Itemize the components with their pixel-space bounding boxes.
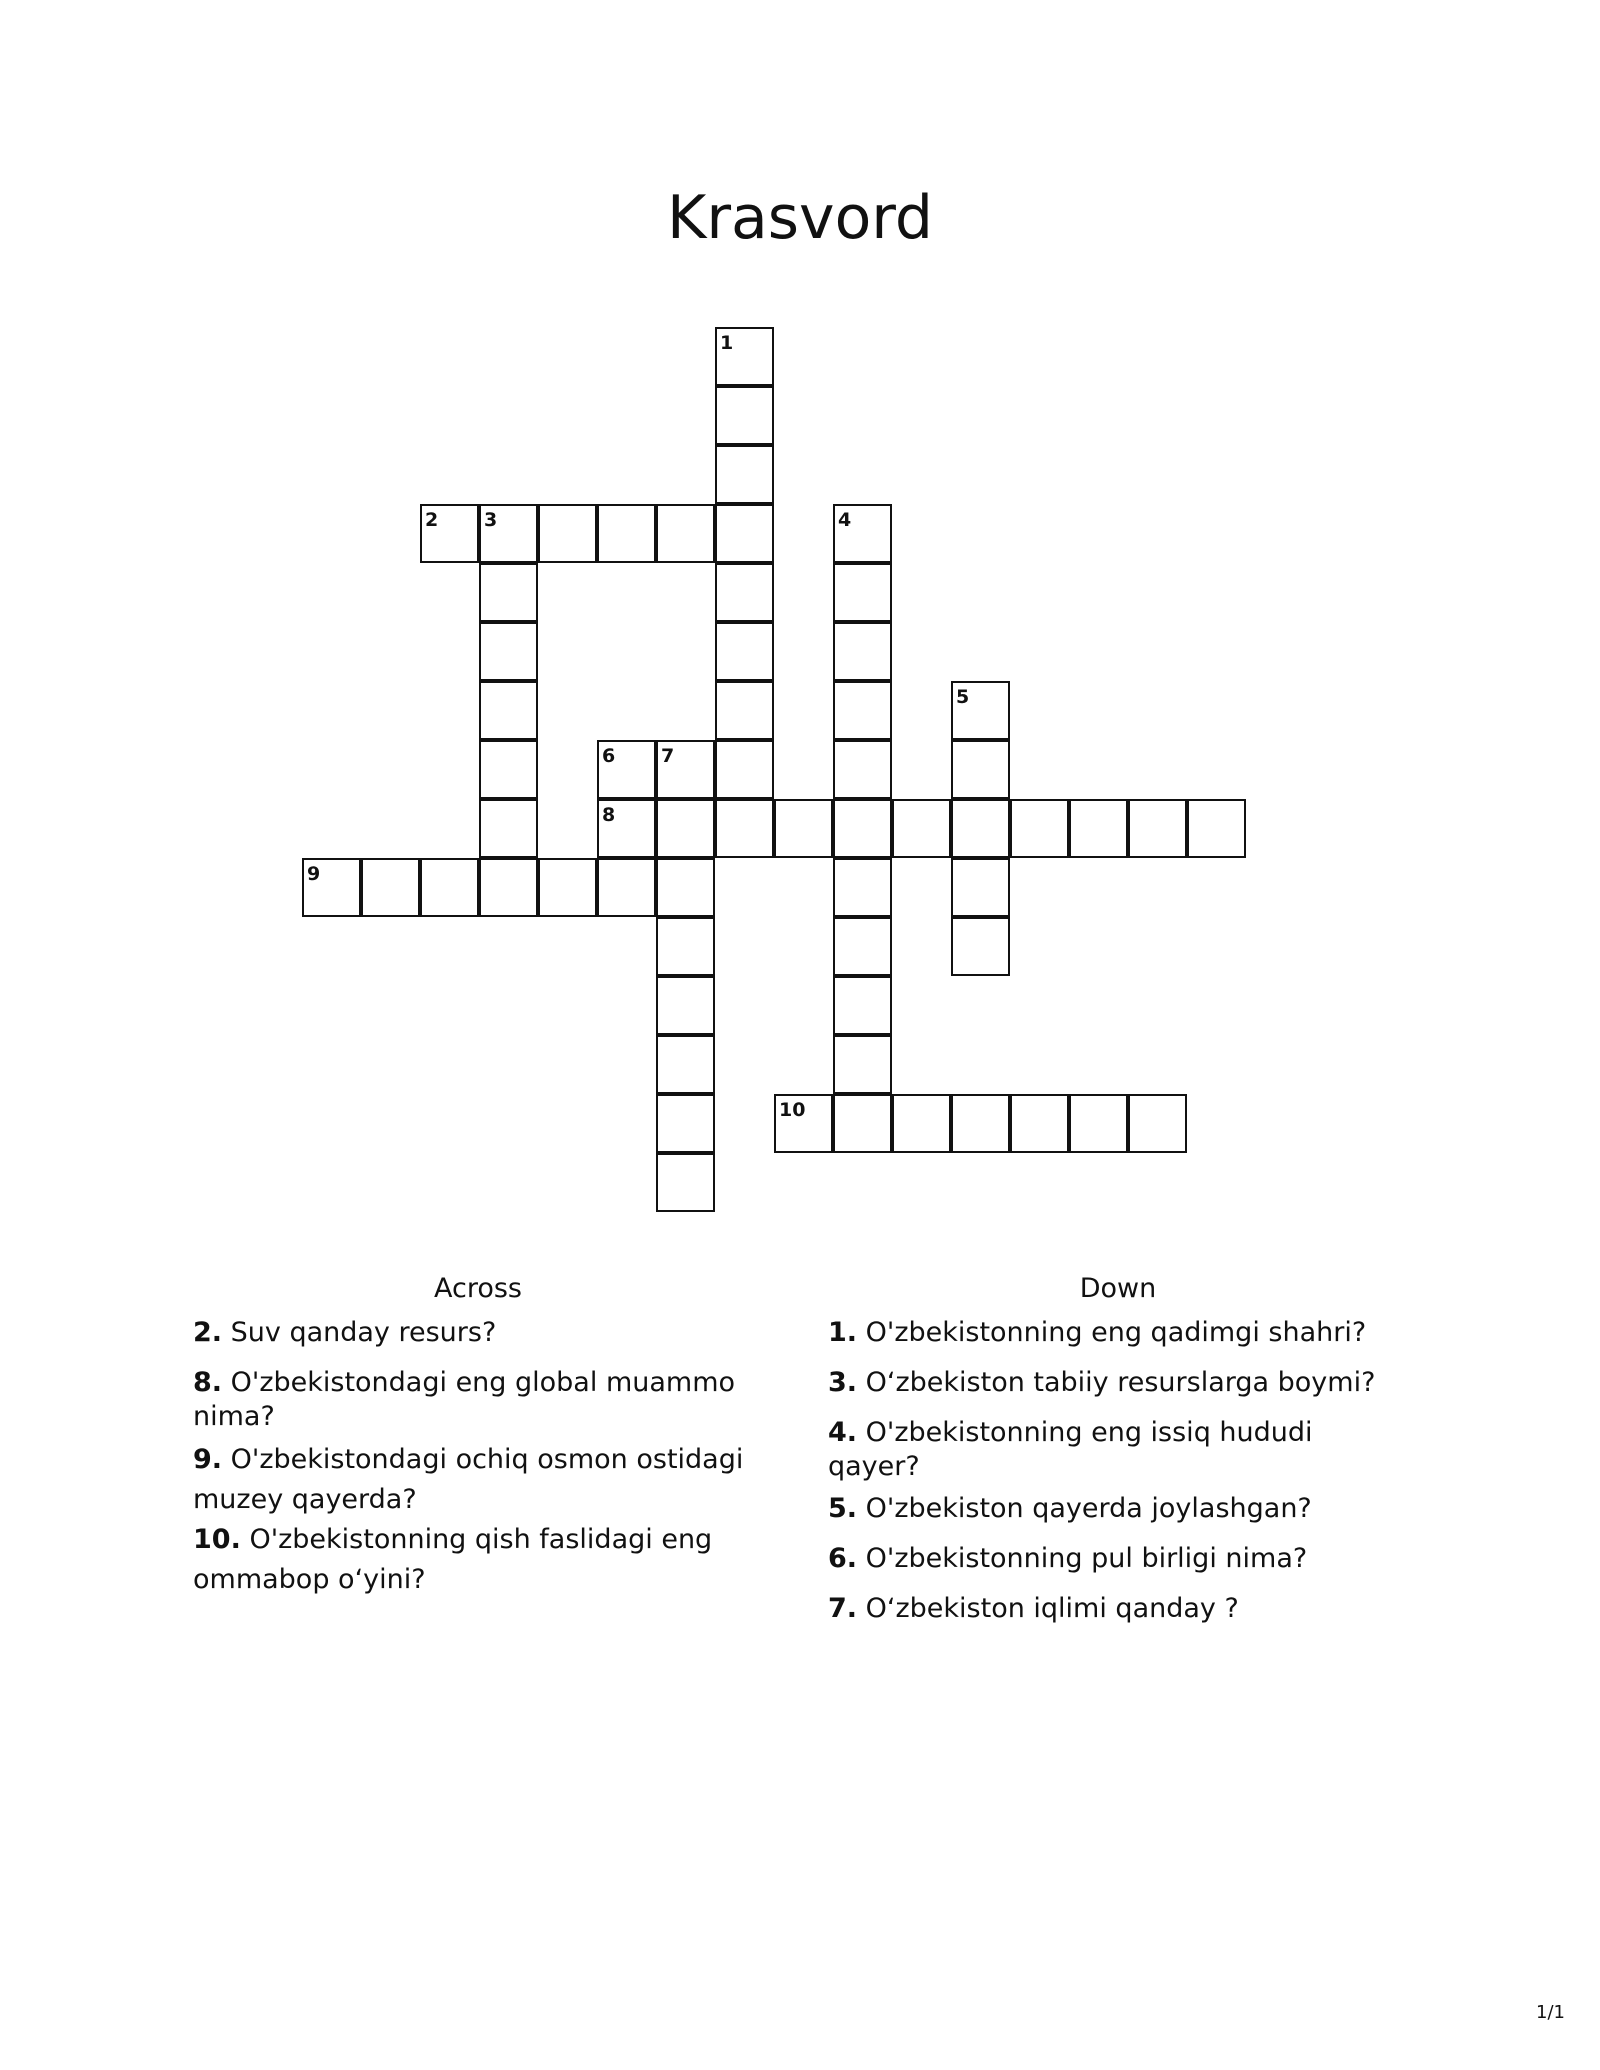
crossword-cell[interactable]	[302, 858, 361, 917]
crossword-cell[interactable]	[361, 858, 420, 917]
crossword-cell[interactable]	[715, 504, 774, 563]
crossword-cell[interactable]	[597, 858, 656, 917]
crossword-cell[interactable]	[479, 504, 538, 563]
crossword-cell[interactable]	[833, 799, 892, 858]
crossword-cell[interactable]	[951, 917, 1010, 976]
cell-number: 8	[602, 804, 616, 826]
clue-across-8: 8. O'zbekistondagi eng global muammo nima?	[193, 1367, 736, 1432]
crossword-cell[interactable]	[833, 504, 892, 563]
crossword-cell[interactable]	[656, 1094, 715, 1153]
clue-across-10: 10. O'zbekistonning qish faslidagi eng ommabop oʻyini?	[193, 1524, 713, 1595]
crossword-cell[interactable]	[538, 858, 597, 917]
page-number: 1/1	[1536, 2002, 1565, 2023]
down-heading: Down	[1079, 1273, 1157, 1304]
crossword-cell[interactable]	[715, 622, 774, 681]
crossword-cell[interactable]	[951, 858, 1010, 917]
clue-down-1: 1. O'zbekistonning eng qadimgi shahri?	[828, 1317, 1367, 1348]
crossword-cell[interactable]	[774, 799, 833, 858]
crossword-cell[interactable]	[833, 1094, 892, 1153]
crossword-cell[interactable]	[538, 504, 597, 563]
clue-down-4: 4. O'zbekistonning eng issiq hududi qayer?	[828, 1417, 1313, 1482]
crossword-cell[interactable]	[656, 504, 715, 563]
crossword-cell[interactable]	[715, 563, 774, 622]
crossword-cell[interactable]	[1069, 1094, 1128, 1153]
page-title: Krasvord	[667, 183, 933, 253]
crossword-cell[interactable]	[774, 1094, 833, 1153]
crossword-cell[interactable]	[715, 327, 774, 386]
crossword-cell[interactable]	[479, 740, 538, 799]
crossword-cell[interactable]	[833, 976, 892, 1035]
crossword-cell[interactable]	[715, 740, 774, 799]
across-heading: Across	[433, 1273, 522, 1304]
crossword-cell[interactable]	[656, 799, 715, 858]
crossword-cell[interactable]	[951, 681, 1010, 740]
crossword-cell[interactable]	[420, 504, 479, 563]
crossword-cell[interactable]	[479, 622, 538, 681]
crossword-cell[interactable]	[1010, 1094, 1069, 1153]
cell-number: 4	[838, 509, 852, 531]
crossword-cell[interactable]	[833, 917, 892, 976]
crossword-cell[interactable]	[597, 799, 656, 858]
crossword-cell[interactable]	[656, 1035, 715, 1094]
crossword-cell[interactable]	[1128, 799, 1187, 858]
clue-down-6: 6. O'zbekistonning pul birligi nima?	[828, 1543, 1308, 1574]
crossword-cell[interactable]	[833, 563, 892, 622]
crossword-cell[interactable]	[656, 917, 715, 976]
crossword-cell[interactable]	[715, 799, 774, 858]
crossword-cell[interactable]	[479, 858, 538, 917]
crossword-cell[interactable]	[833, 622, 892, 681]
clue-down-3: 3. Oʻzbekiston tabiiy resurslarga boymi?	[828, 1367, 1376, 1398]
crossword-cell[interactable]	[597, 740, 656, 799]
cell-number: 3	[484, 509, 498, 531]
crossword-cell[interactable]	[656, 976, 715, 1035]
crossword-cell[interactable]	[951, 799, 1010, 858]
across-clues	[193, 1316, 763, 1600]
crossword-cell[interactable]	[833, 681, 892, 740]
clue-down-7: 7. Oʻzbekiston iqlimi qanday ?	[828, 1593, 1239, 1624]
crossword-cell[interactable]	[833, 740, 892, 799]
crossword-cell[interactable]	[715, 445, 774, 504]
clue-down-5: 5. O'zbekiston qayerda joylashgan?	[828, 1493, 1312, 1524]
cell-number: 1	[720, 332, 734, 354]
crossword-cell[interactable]	[656, 1153, 715, 1212]
crossword-cell[interactable]	[892, 1094, 951, 1153]
crossword-cell[interactable]	[656, 740, 715, 799]
crossword-cell[interactable]	[1128, 1094, 1187, 1153]
crossword-cell[interactable]	[479, 681, 538, 740]
crossword-cell[interactable]	[656, 858, 715, 917]
crossword-cell[interactable]	[833, 1035, 892, 1094]
crossword-cell[interactable]	[715, 681, 774, 740]
cell-number: 2	[425, 509, 439, 531]
crossword-cell[interactable]	[420, 858, 479, 917]
cell-number: 7	[661, 745, 675, 767]
crossword-cell[interactable]	[892, 799, 951, 858]
cell-number: 9	[307, 863, 321, 885]
crossword-cell[interactable]	[1069, 799, 1128, 858]
crossword-cell[interactable]	[479, 563, 538, 622]
crossword-cell[interactable]	[1187, 799, 1246, 858]
clue-across-2: 2. Suv qanday resurs?	[193, 1317, 497, 1348]
clue-across-9: 9. O'zbekistondagi ochiq osmon ostidagi muzey qayerda?	[193, 1444, 744, 1515]
down-clues	[828, 1316, 1398, 1626]
crossword-cell[interactable]	[951, 1094, 1010, 1153]
cell-number: 5	[956, 686, 970, 708]
cell-number: 10	[779, 1099, 806, 1121]
crossword-cell[interactable]	[1010, 799, 1069, 858]
crossword-cell[interactable]	[597, 504, 656, 563]
crossword-cell[interactable]	[479, 799, 538, 858]
crossword-cell[interactable]	[951, 740, 1010, 799]
crossword-cell[interactable]	[715, 386, 774, 445]
cell-number: 6	[602, 745, 616, 767]
crossword-cell[interactable]	[833, 858, 892, 917]
